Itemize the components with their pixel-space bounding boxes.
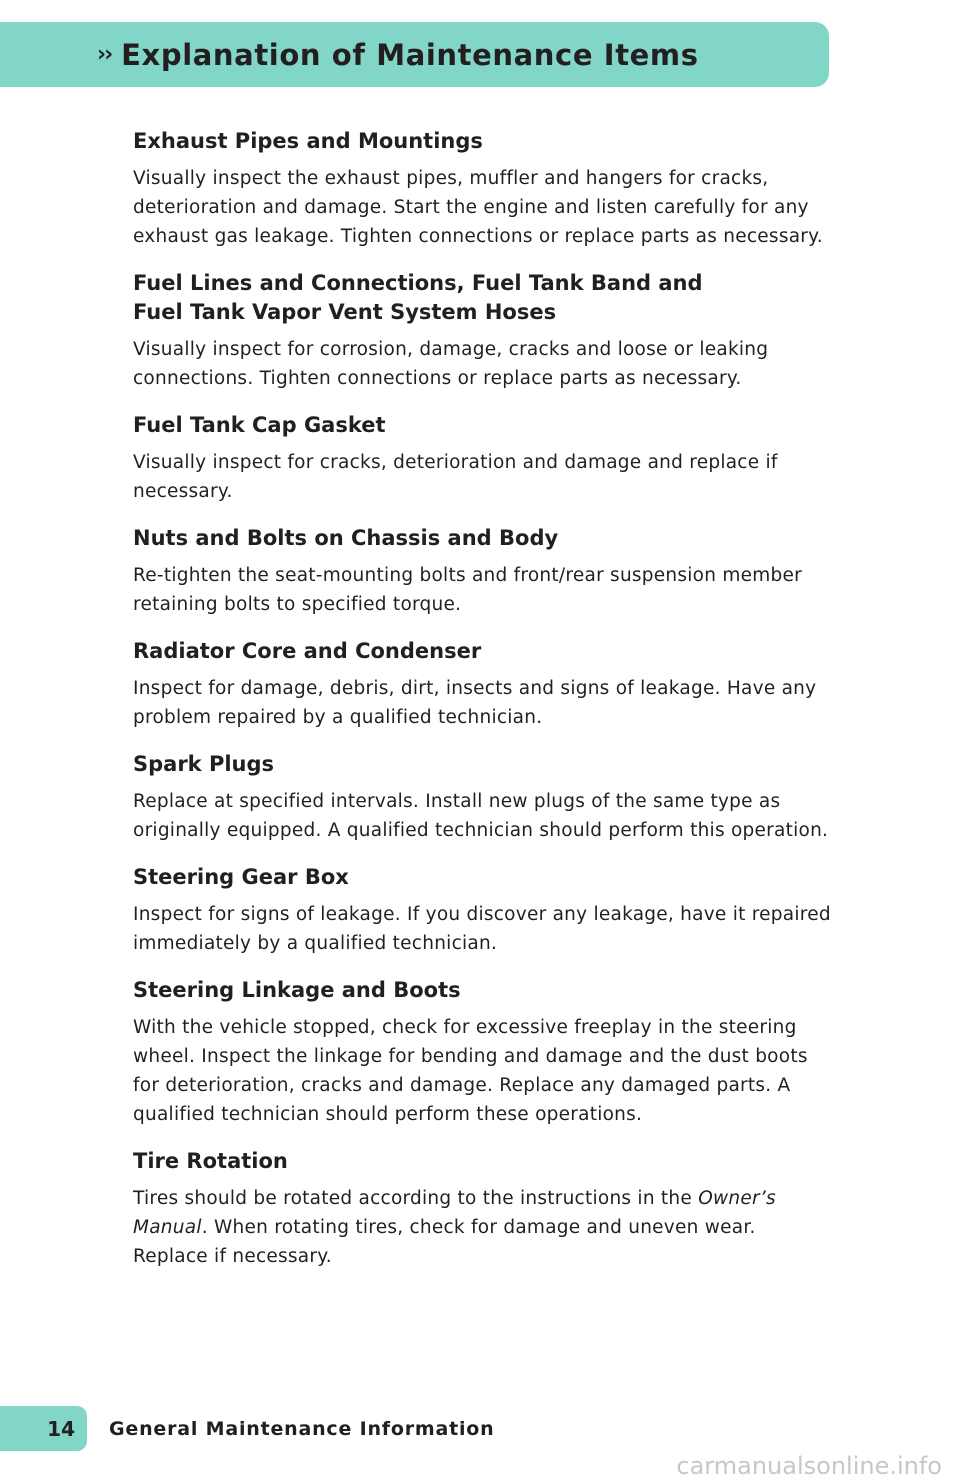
item-tire-rotation (133, 1147, 833, 1271)
item-steering-linkage (133, 976, 833, 1129)
double-chevron-icon: ›› (97, 42, 112, 67)
item-radiator-core (133, 637, 833, 732)
maintenance-items-list (133, 127, 833, 1289)
watermark: carmanualsonline.info (676, 1452, 942, 1480)
item-body: Visually inspect the exhaust pipes, muffler and hangers for cracks, deterioration and damage. Start the engine and listen carefully for any exhaust gas leakage. Tighten connections or replace parts as necessary. (133, 168, 823, 247)
item-body: Inspect for signs of leakage. If you discover any leakage, have it repaired immediately by a qualified technician. (133, 904, 831, 954)
section-header-band (0, 22, 829, 87)
item-heading: Exhaust Pipes and Mountings (133, 129, 483, 153)
page-title: Explanation of Maintenance Items (121, 37, 699, 72)
page-footer (0, 1406, 494, 1451)
item-body-text: . When rotating tires, check for damage and uneven wear. Replace if necessary. (133, 1217, 756, 1267)
item-heading-line: Fuel Lines and Connections, Fuel Tank Band and (133, 271, 703, 295)
item-heading: Tire Rotation (133, 1149, 288, 1173)
page-number: 14 (47, 1416, 75, 1441)
item-body (133, 1184, 833, 1271)
owners-manual-reference: Owner’s Manual (133, 1188, 776, 1238)
item-heading: Nuts and Bolts on Chassis and Body (133, 526, 559, 550)
item-body-text: Tires should be rotated according to the instructions in the (133, 1188, 699, 1209)
item-body: With the vehicle stopped, check for excessive freeplay in the steering wheel. Inspect the linkage for bending and damage and the dust boots for deterioration, cracks and damage. Replace any damaged parts. A qualified technician should perform these operations. (133, 1017, 808, 1125)
item-body: Re-tighten the seat-mounting bolts and front/rear suspension member retaining bolts to specified torque. (133, 565, 803, 615)
item-body: Visually inspect for corrosion, damage, cracks and loose or leaking connections. Tighten connections or replace parts as necessary. (133, 339, 769, 389)
item-heading: Steering Linkage and Boots (133, 978, 461, 1002)
item-fuel-lines (133, 269, 833, 393)
item-heading (133, 269, 833, 327)
item-heading: Steering Gear Box (133, 865, 349, 889)
page-number-tab (0, 1406, 87, 1451)
item-exhaust-pipes (133, 127, 833, 251)
item-body: Inspect for damage, debris, dirt, insects and signs of leakage. Have any problem repaired by a qualified technician. (133, 678, 817, 728)
item-nuts-and-bolts (133, 524, 833, 619)
footer-section-label: General Maintenance Information (109, 1417, 495, 1440)
item-heading: Fuel Tank Cap Gasket (133, 413, 386, 437)
item-heading-line: Fuel Tank Vapor Vent System Hoses (133, 300, 557, 324)
item-heading: Radiator Core and Condenser (133, 639, 482, 663)
item-body: Replace at specified intervals. Install new plugs of the same type as originally equipped. A qualified technician should perform this operation. (133, 791, 829, 841)
item-steering-gear-box (133, 863, 833, 958)
item-heading: Spark Plugs (133, 752, 275, 776)
item-spark-plugs (133, 750, 833, 845)
item-fuel-tank-cap (133, 411, 833, 506)
item-body: Visually inspect for cracks, deterioration and damage and replace if necessary. (133, 452, 778, 502)
